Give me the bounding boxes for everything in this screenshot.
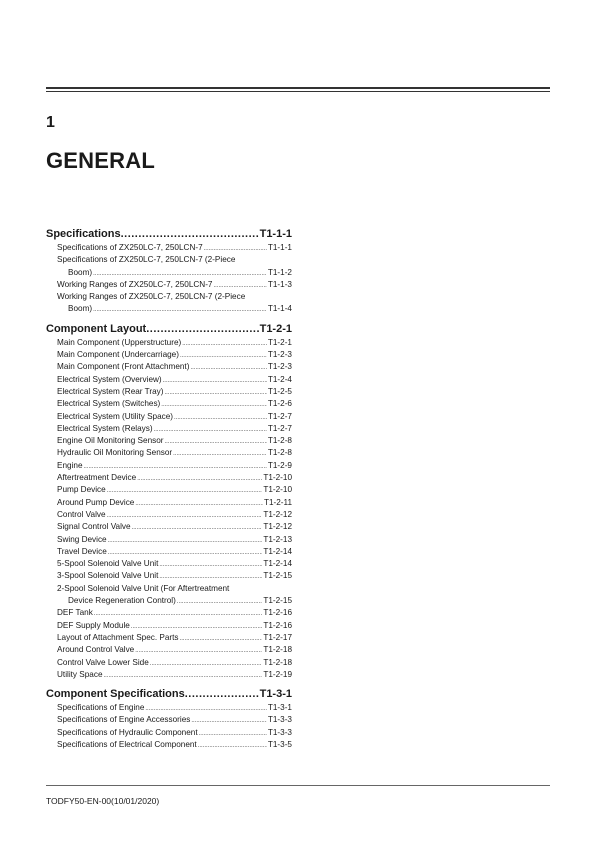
toc-entry-page: T1-1-2 [267,267,292,277]
toc-entry[interactable] [46,423,292,435]
toc-entry-title: Specifications of ZX250LC-7, 250LCN-7 [57,243,203,252]
toc-entry[interactable] [46,411,292,423]
toc-section-heading[interactable] [46,227,292,241]
dot-leader [190,362,266,374]
toc-entry-page: T1-2-7 [267,411,292,421]
toc-entry-title: Specifications of Hydraulic Component [57,727,198,737]
toc-entry-page: T1-2-15 [263,571,292,581]
toc-entry[interactable] [46,349,292,361]
toc-entry[interactable] [46,435,292,447]
chapter-title: GENERAL [46,148,155,173]
toc-entry-continuation [57,595,292,607]
toc-entry-title: Aftertreatment Device [57,473,137,483]
dot-leader [121,227,260,241]
toc-entry-title: Engine Oil Monitoring Sensor [57,436,164,446]
toc-entry-title: Electrical System (Switches) [57,399,161,409]
dot-leader [93,304,267,316]
toc-entry-title: 5-Spool Solenoid Valve Unit [57,559,159,569]
toc-entry-page: T1-2-3 [267,350,292,360]
toc-entry[interactable] [46,279,292,291]
toc-entry-title: Main Component (Upperstructure) [57,337,182,347]
toc-section-title: Component Specifications [46,688,185,701]
dot-leader [108,535,263,547]
toc-entry-title: Hydraulic Oil Monitoring Sensor [57,448,173,458]
toc-entry-page: T1-2-19 [263,669,292,679]
toc-entry[interactable] [46,558,292,570]
dot-leader [185,687,260,701]
toc-entry-title: Electrical System (Overview) [57,374,162,384]
dot-leader [198,740,267,752]
toc-entry[interactable] [46,534,292,546]
toc-entry-page: T1-3-3 [267,727,292,737]
toc-entry-title: Control Valve [57,509,106,519]
dot-leader [180,633,263,645]
toc-entry-page: T1-2-9 [267,460,292,470]
toc-section-title: Component Layout [46,322,147,335]
toc-entry-title: Layout of Attachment Spec. Parts [57,632,179,642]
toc-entry-title: Around Pump Device [57,497,135,507]
toc-entry-title: DEF Supply Module [57,620,130,630]
dot-leader [163,375,267,387]
dot-leader [135,645,262,657]
toc-section-page: T1-1-1 [259,228,292,240]
toc-entry-page: T1-2-7 [267,423,292,433]
toc-section-heading[interactable] [46,322,292,336]
toc-entry-page: T1-3-5 [267,739,292,749]
toc-entry-title: Main Component (Undercarriage) [57,350,179,360]
dot-leader [180,350,267,362]
toc-entry-continuation [57,267,292,279]
toc-entry-page: T1-2-12 [263,522,292,532]
toc-entry[interactable] [46,739,292,751]
toc-entry-page: T1-2-12 [263,509,292,519]
toc-entry-page: T1-1-1 [267,243,292,252]
toc-entry[interactable] [46,657,292,669]
toc-entry-title: Pump Device [57,485,106,495]
dot-leader [177,596,262,608]
toc-entry-page: T1-2-18 [263,645,292,655]
toc-entry-page: T1-2-1 [267,337,292,347]
toc-entry[interactable] [46,242,292,254]
toc-entry-page: T1-2-3 [267,362,292,372]
toc-entry-title-cont: Boom) [68,304,93,314]
toc-entry[interactable] [46,291,292,316]
toc-entry-page: T1-2-11 [263,497,292,507]
toc-entry-title: Electrical System (Relays) [57,423,153,433]
toc-entry[interactable] [46,714,292,726]
toc-entry[interactable] [46,702,292,714]
toc-section-heading[interactable] [46,687,292,701]
toc-entry[interactable] [46,727,292,739]
toc-entry-page: T1-2-16 [263,620,292,630]
dot-leader [137,473,262,485]
toc-entry-title: Electrical System (Rear Tray) [57,386,164,396]
toc-entry-page: T1-3-1 [267,703,292,713]
toc-entry-title: Working Ranges of ZX250LC-7, 250LCN-7 (2-Piece [57,292,246,302]
toc-entry-title: Specifications of Electrical Component [57,739,197,749]
toc-entry-title: Specifications of ZX250LC-7, 250LCN-7 (2-Piece [57,255,236,265]
toc-entry[interactable] [46,337,292,349]
dot-leader [135,498,263,510]
dot-leader [150,658,263,670]
toc-section-page: T1-2-1 [259,322,292,335]
dot-leader [159,571,262,583]
toc-entry-page: T1-2-15 [263,596,292,606]
toc-entry[interactable] [46,521,292,533]
toc-entry-title: Signal Control Valve [57,522,131,532]
dot-leader [191,715,267,727]
toc-entry[interactable] [46,472,292,484]
toc-entry[interactable] [46,607,292,619]
toc-entry-page: T1-1-4 [267,304,292,314]
toc-entry[interactable] [46,583,292,608]
dot-leader [174,412,267,424]
toc-entry[interactable] [46,497,292,509]
toc-entry-page: T1-2-18 [263,657,292,667]
toc-entry[interactable] [46,669,292,681]
toc-entry-page: T1-3-3 [267,715,292,725]
toc-entry[interactable] [46,460,292,472]
dot-leader [164,387,266,399]
toc-entry-title-cont: Boom) [68,267,93,277]
toc-entry[interactable] [46,374,292,386]
dot-leader [161,399,267,411]
toc-entry-title: 3-Spool Solenoid Valve Unit [57,571,159,581]
toc-entry[interactable] [46,254,292,279]
header-rule-thin [46,91,550,92]
toc-entry-page: T1-1-3 [267,279,292,289]
toc-entry-title: Engine [57,460,83,470]
toc-entry-title: Specifications of Engine Accessories [57,715,191,725]
dot-leader [165,436,267,448]
toc-entry[interactable] [46,447,292,459]
dot-leader [199,728,267,740]
toc-entry[interactable] [46,509,292,521]
dot-leader [173,448,267,460]
toc-entry-title: Working Ranges of ZX250LC-7, 250LCN-7 [57,279,213,289]
toc-entry-title: Utility Space [57,669,103,679]
toc-entry[interactable] [46,644,292,656]
dot-leader [146,322,259,336]
dot-leader [154,424,267,436]
toc-entry-title: Electrical System (Utility Space) [57,411,174,421]
dot-leader [132,522,263,534]
document-code: TODFY50-EN-00(10/01/2020) [46,796,160,806]
toc-entry[interactable] [46,620,292,632]
toc-entry-page: T1-2-13 [263,534,292,544]
toc-entry-continuation [57,303,292,315]
toc-entry-page: T1-2-14 [263,559,292,569]
toc-entry[interactable] [46,484,292,496]
header-rule-thick [46,87,550,89]
toc-entry-title: Around Control Valve [57,645,135,655]
toc-entry[interactable] [46,632,292,644]
dot-leader [104,670,263,682]
table-of-contents [46,225,292,751]
toc-entry-title: Travel Device [57,546,107,556]
toc-entry-title: Specifications of Engine [57,703,145,713]
toc-entry-page: T1-2-8 [267,436,292,446]
toc-entry-title: Main Component (Front Attachment) [57,362,190,372]
dot-leader [159,559,262,571]
toc-entry[interactable] [46,386,292,398]
toc-section-page: T1-3-1 [259,688,292,701]
toc-entry-page: T1-2-6 [267,399,292,409]
toc-entry-page: T1-2-16 [263,608,292,618]
toc-entry-page: T1-2-4 [267,374,292,384]
footer-rule [46,785,550,786]
toc-entry-page: T1-2-17 [263,632,292,642]
chapter-number: 1 [46,114,55,131]
toc-entry-page: T1-2-8 [267,448,292,458]
toc-entry[interactable] [46,398,292,410]
toc-entry-page: T1-2-10 [263,473,292,483]
toc-section-title: Specifications [46,228,121,240]
toc-entry-page: T1-2-14 [263,546,292,556]
toc-entry-title: DEF Tank [57,608,93,618]
toc-entry[interactable] [46,546,292,558]
toc-entry-title-cont: Device Regeneration Control) [68,596,176,606]
toc-entry-title: Control Valve Lower Side [57,657,149,667]
toc-entry[interactable] [46,361,292,373]
dot-leader [182,338,267,350]
toc-entry-page: T1-2-5 [267,386,292,396]
toc-entry-title: Swing Device [57,534,107,544]
toc-entry[interactable] [46,570,292,582]
toc-entry-title: 2-Spool Solenoid Valve Unit (For Aftertreatment [57,583,230,593]
toc-entry-page: T1-2-10 [263,485,292,495]
